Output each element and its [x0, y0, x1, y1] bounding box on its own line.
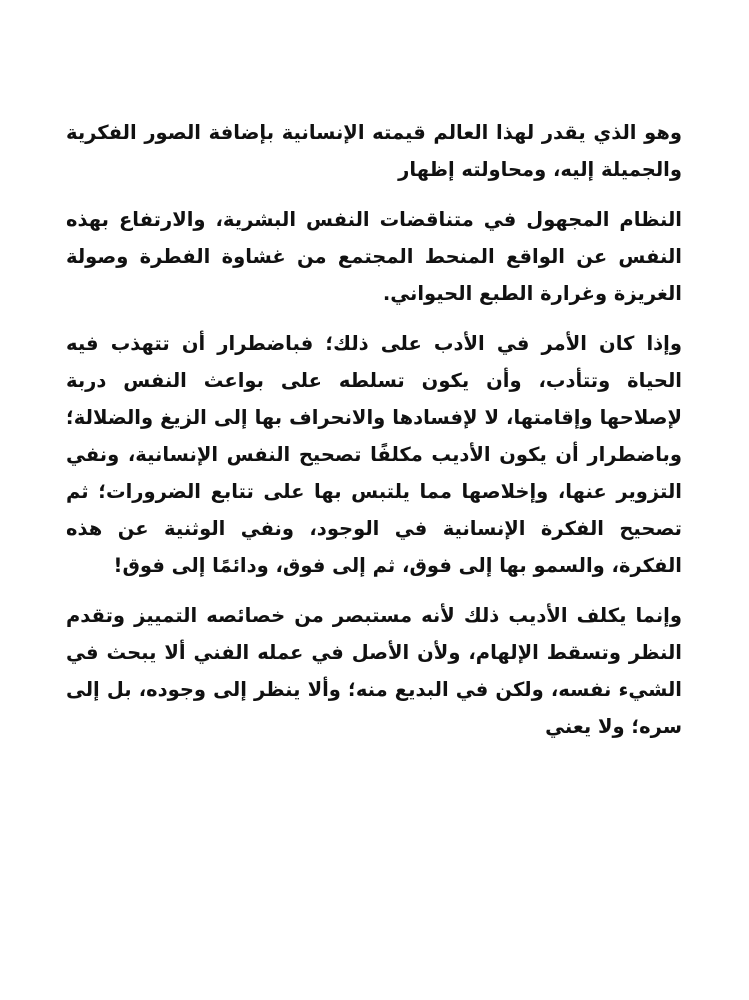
paragraph-2: النظام المجهول في متناقضات النفس البشرية، والارتفاع بهذه النفس عن الواقع المنحط المجتمع من غشاوة الفطرة وصولة الغريزة وغرارة الطبع الحيواني. [66, 208, 682, 305]
paragraph-4: وإنما يكلف الأديب ذلك لأنه مستبصر من خصائصه التمييز وتقدم النظر وتسقط الإلهام، ولأن الأصل في عمله الفني ألا يبحث في الشيء نفسه، ولكن في البديع منه؛ وألا ينظر إلى وجوده، بل إلى سره؛ ولا يعني [66, 604, 682, 738]
document-page [66, 114, 682, 758]
paragraph-3: وإذا كان الأمر في الأدب على ذلك؛ فباضطرار أن تتهذب فيه الحياة وتتأدب، وأن يكون تسلطه على بواعث النفس دربة لإصلاحها وإقامتها، لا لإفسادها والانحراف بها إلى الزيغ والضلالة؛ وباضطرار أن يكون الأديب مكلفًا تصحيح النفس الإنسانية، ونفي التزوير عنها، وإخلاصها مما يلتبس بها على تتابع الضرورات؛ ثم تصحيح الفكرة الإنسانية في الوجود، ونفي الوثنية عن هذه الفكرة، والسمو بها إلى فوق، ثم إلى فوق، ودائمًا إلى فوق! [66, 332, 682, 577]
paragraph-1: وهو الذي يقدر لهذا العالم قيمته الإنسانية بإضافة الصور الفكرية والجميلة إليه، ومحاولته إظهار [66, 121, 682, 181]
